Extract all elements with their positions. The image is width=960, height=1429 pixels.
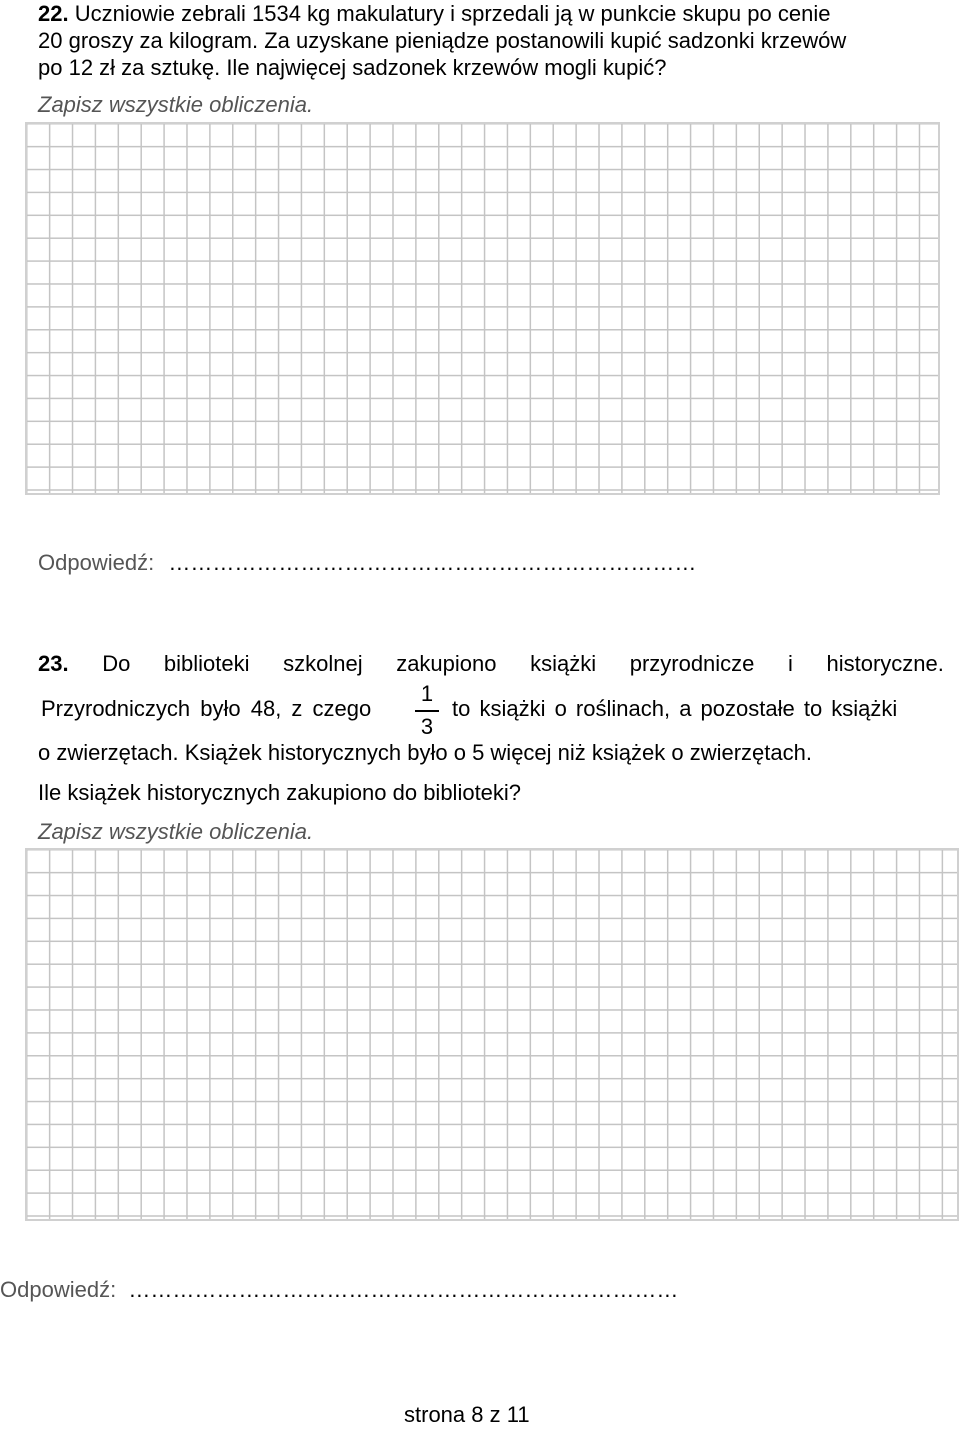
- task23-instruction: Zapisz wszystkie obliczenia.: [38, 819, 314, 844]
- task23-line2-after: to książki o roślinach, a pozostałe to książki: [452, 696, 898, 721]
- task23-answer-line[interactable]: [0, 1276, 678, 1304]
- task23-word: zakupiono: [396, 651, 497, 676]
- task23-number: 23.: [38, 651, 69, 676]
- task22-line1: [38, 0, 830, 28]
- task22-line2: 20 groszy za kilogram. Za uzyskane pieniądze postanowili kupić sadzonki krzewów: [38, 28, 847, 53]
- fraction-denominator: 3: [420, 714, 434, 739]
- task22-number: 22.: [38, 1, 69, 26]
- task23-work-grid[interactable]: [25, 848, 959, 1221]
- fraction-numerator: 1: [420, 681, 434, 706]
- task23-line1: [38, 650, 944, 678]
- task23-word: i: [788, 651, 793, 676]
- task23-line4: Ile książek historycznych zakupiono do biblioteki?: [38, 780, 522, 805]
- task22-answer-dots: ………………………………………………………………: [168, 550, 697, 575]
- page-number: strona 8 z 11: [404, 1402, 530, 1427]
- task23-word: książki: [530, 651, 597, 676]
- task22-answer-label: Odpowiedź:: [38, 550, 155, 575]
- task23-word: przyrodnicze: [629, 651, 755, 676]
- task23-fraction: [412, 682, 442, 742]
- task22-instruction: Zapisz wszystkie obliczenia.: [38, 92, 314, 117]
- task23-word: Do: [102, 651, 131, 676]
- task23-answer-label: Odpowiedź:: [0, 1277, 117, 1302]
- task23-word: szkolnej: [283, 651, 363, 676]
- task23-answer-dots: …………………………………………………………………: [128, 1277, 679, 1302]
- task23-word: historyczne.: [826, 651, 944, 676]
- task22-text-line1: Uczniowie zebrali 1534 kg makulatury i sprzedali ją w punkcie skupu po cenie: [74, 1, 831, 26]
- task23-word: biblioteki: [163, 651, 250, 676]
- task22-answer-line[interactable]: [38, 549, 696, 577]
- task23-line3: o zwierzętach. Książek historycznych było o 5 więcej niż książek o zwierzętach.: [38, 740, 812, 765]
- task23-line2-before: Przyrodniczych było 48, z czego: [41, 696, 372, 721]
- task22-work-grid[interactable]: [25, 122, 940, 495]
- task22-line3: po 12 zł za sztukę. Ile najwięcej sadzonek krzewów mogli kupić?: [38, 55, 667, 80]
- fraction-bar: [415, 710, 439, 712]
